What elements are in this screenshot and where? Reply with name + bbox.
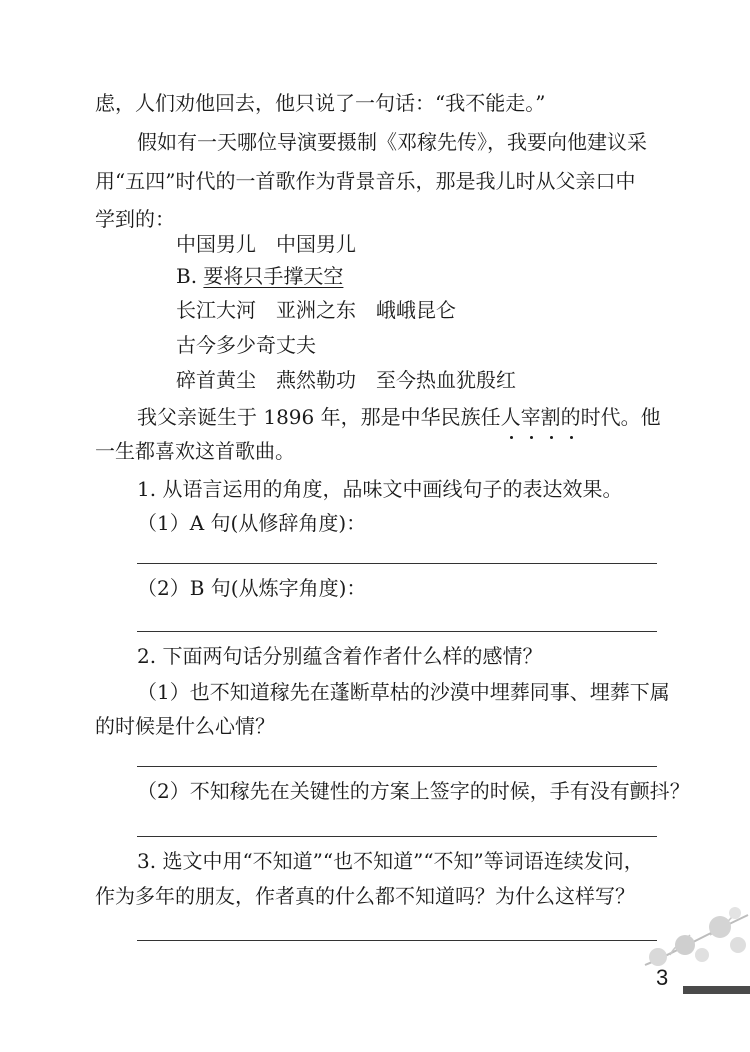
poem-line-5: 碎首黄尘 燕然勒功 至今热血犹殷红 [176,368,516,392]
poem-line-3: 长江大河 亚洲之东 峨峨昆仑 [176,298,456,322]
page-number-bar [683,986,750,994]
answer-line-1a[interactable] [137,563,657,564]
question-1a: （1）A 句(从修辞角度)： [137,511,367,535]
passage-line-2: 假如有一天哪位导演要摄制《邓稼先传》，我要向他建议采 [137,130,647,154]
question-2a-line-2: 的时候是什么心情？ [95,714,275,738]
question-2a-line-1: （1）也不知道稼先在蓬断草枯的沙漠中埋葬同事、埋葬下属 [137,680,670,704]
passage-line-6: 一生都喜欢这首歌曲。 [95,439,295,463]
passage-line-4: 学到的： [95,207,175,231]
answer-line-1b[interactable] [137,631,657,632]
line5-start: 我父亲诞生于 1896 年，那是中华民族任 [137,405,501,429]
emphasis-dotted-text [501,405,561,429]
poem-line-4: 古今多少奇丈夫 [176,333,316,357]
sentence-b-label: B. [176,264,198,288]
line5-end: 的时代。他 [560,405,661,429]
question-1: 1. 从语言运用的角度，品味文中画线句子的表达效果。 [137,477,623,501]
question-2b: （2）不知稼先在关键性的方案上签字的时候，手有没有颤抖？ [137,779,690,803]
emphasis-text: 人宰割 [500,405,561,429]
passage-line-5 [137,402,661,432]
question-3-line-1: 3. 选文中用“不知道”“也不知道”“不知”等词语连续发问， [137,849,644,873]
answer-line-2a[interactable] [137,766,657,767]
poem-line-1: 中国男儿 中国男儿 [176,232,356,256]
poem-line-2 [176,261,343,291]
question-3-line-2: 作为多年的朋友，作者真的什么都不知道吗？为什么这样写？ [95,884,635,908]
question-1b: （2）B 句(从炼字角度)： [137,576,367,600]
answer-line-3[interactable] [137,940,657,941]
underlined-sentence-b: 要将只手撑天空 [203,264,344,288]
question-2: 2. 下面两句话分别蕴含着作者什么样的感情？ [137,644,543,668]
passage-line-1: 虑，人们劝他回去，他只说了一句话：“我不能走。” [95,91,546,115]
passage-line-3: 用“五四”时代的一首歌作为背景音乐，那是我儿时从父亲口中 [95,169,636,193]
page-number: 3 [656,965,669,990]
answer-line-2b[interactable] [137,836,657,837]
